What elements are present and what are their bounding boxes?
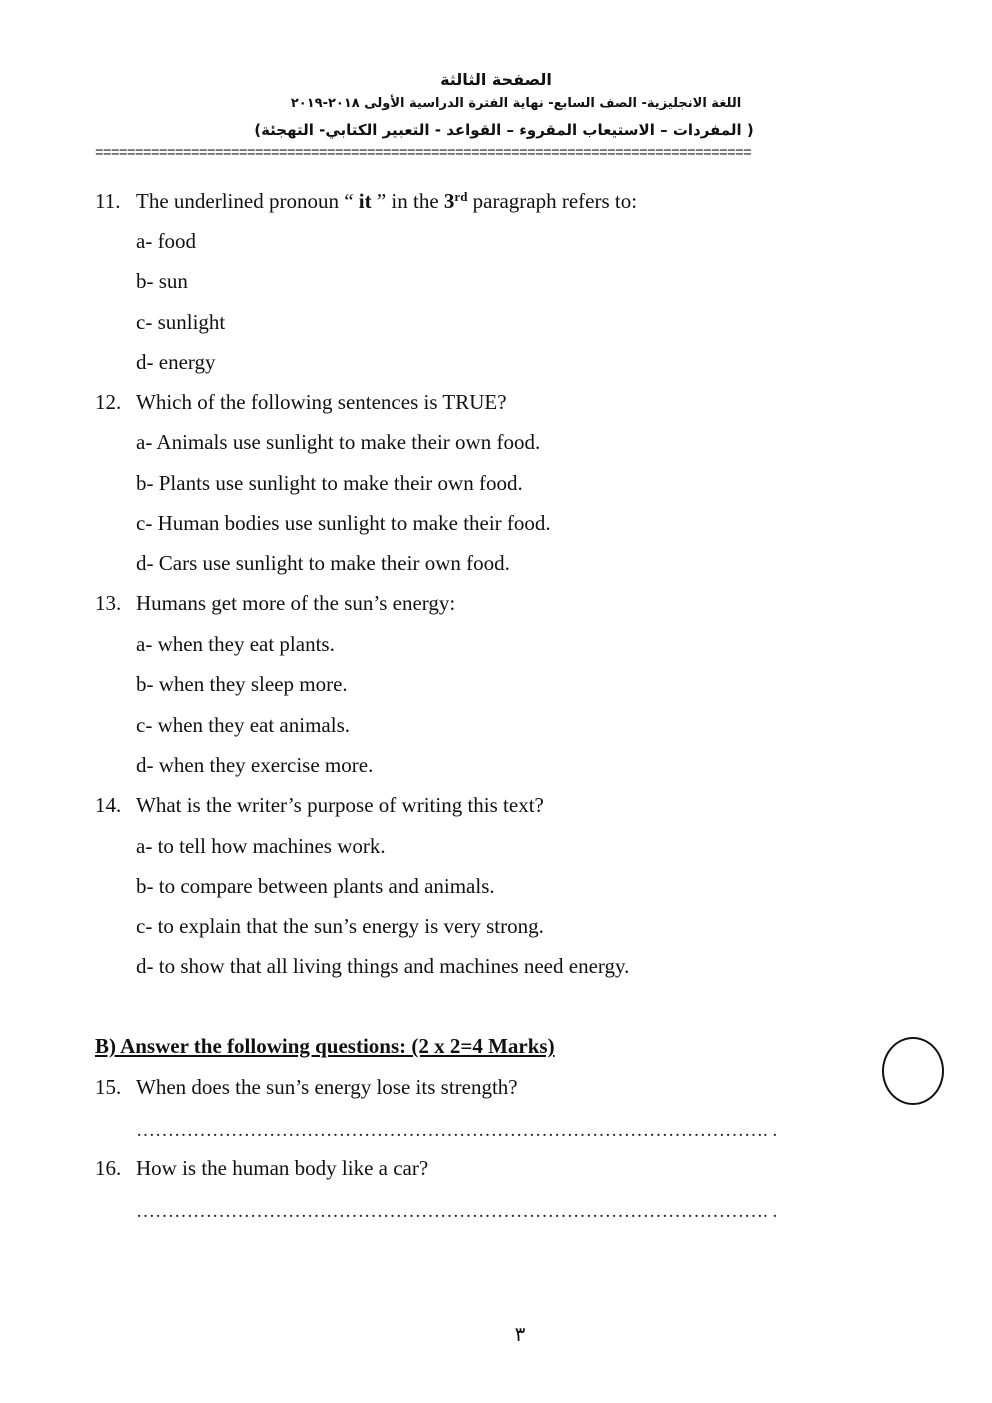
exam-sections: ( المفردات – الاستيعاب المقروء – القواعد - التعبير الكتابي- التهجئة) <box>254 121 754 139</box>
underlined-pronoun: it <box>358 189 372 213</box>
question-13-option-c: c- when they eat animals. <box>136 713 350 737</box>
question-13-number: 13. <box>95 591 122 615</box>
question-12-option-d: d- Cars use sunlight to make their own food. <box>136 551 510 575</box>
question-11-text: The underlined pronoun “ it ” in the 3rd paragraph refers to: <box>136 189 638 213</box>
question-11-option-c: c- sunlight <box>136 310 226 334</box>
question-11-option-b: b- sun <box>136 269 188 293</box>
question-13-option-a: a- when they eat plants. <box>136 632 335 656</box>
question-12-option-c: c- Human bodies use sunlight to make their food. <box>136 511 551 535</box>
question-16-text: How is the human body like a car? <box>136 1156 429 1180</box>
question-12-number: 12. <box>95 390 122 414</box>
question-11-option-a: a- food <box>136 229 197 253</box>
question-13-option-b: b- when they sleep more. <box>136 672 348 696</box>
marks-circle <box>882 1037 944 1105</box>
question-14-option-b: b- to compare between plants and animals. <box>136 874 495 898</box>
question-12-option-b: b- Plants use sunlight to make their own food. <box>136 471 523 495</box>
question-13-option-d: d- when they exercise more. <box>136 753 374 777</box>
question-15-text: When does the sun’s energy lose its strength? <box>136 1075 518 1099</box>
question-11-option-d: d- energy <box>136 350 216 374</box>
answer-line-16[interactable]: ………………………………………………………………………………………. . <box>136 1201 778 1222</box>
exam-subtitle: اللغة الانجليزية- الصف السابع- نهاية الفترة الدراسية الأولى ٢٠١٨-٢٠١٩ <box>290 96 742 111</box>
question-14-number: 14. <box>95 793 122 817</box>
page-title: الصفحة الثالثة <box>440 70 552 89</box>
question-14-option-d: d- to show that all living things and machines need energy. <box>136 954 630 978</box>
question-13-text: Humans get more of the sun’s energy: <box>136 591 456 615</box>
question-14-option-a: a- to tell how machines work. <box>136 834 386 858</box>
page-number: ٣ <box>514 1322 526 1346</box>
question-14-option-c: c- to explain that the sun’s energy is very strong. <box>136 914 544 938</box>
section-b-heading: B) Answer the following questions: (2 x 2=4 Marks) <box>95 1034 555 1058</box>
question-16-number: 16. <box>95 1156 122 1180</box>
question-12-option-a: a- Animals use sunlight to make their own food. <box>136 430 541 454</box>
question-11-number: 11. <box>95 189 121 213</box>
question-14-text: What is the writer’s purpose of writing this text? <box>136 793 544 817</box>
answer-line-15[interactable]: ………………………………………………………………………………………. . <box>136 1120 778 1141</box>
header-divider: ================================================================================== <box>95 146 752 162</box>
question-15-number: 15. <box>95 1075 122 1099</box>
question-12-text: Which of the following sentences is TRUE? <box>136 390 507 414</box>
